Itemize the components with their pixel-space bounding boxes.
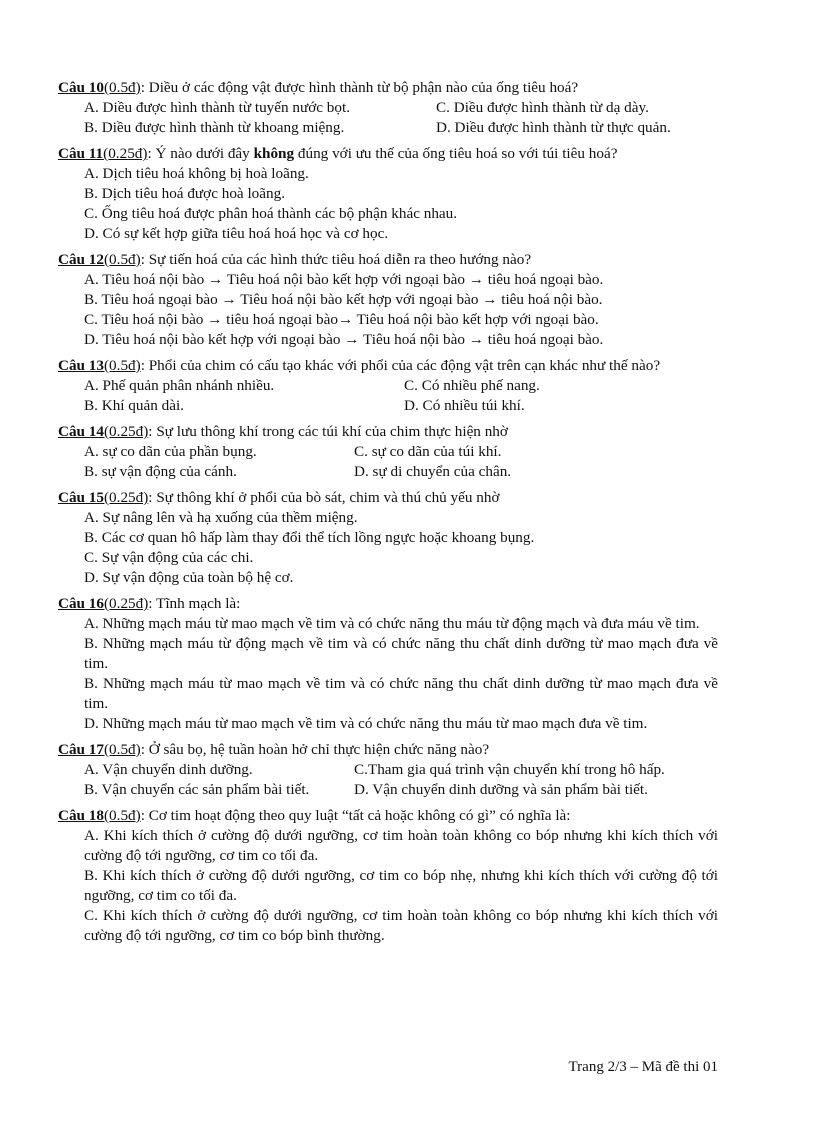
option-d: D. Vận chuyển dinh dưỡng và sản phẩm bài tiết. [354,781,648,798]
question-text: : Ý nào dưới đây [147,145,254,162]
option-c: C. Ống tiêu hoá được phân hoá thành các bộ phận khác nhau. [84,205,458,222]
question-number: Câu 16 [58,595,104,612]
option-a: A. Những mạch máu từ mao mạch về tim và có chức năng thu máu từ động mạch và đưa máu về tim. [84,615,700,632]
question-11 [58,144,718,244]
option-row [58,442,718,462]
question-stem [58,740,718,760]
option-b: B. Tiêu hoá ngoại bào → Tiêu hoá nội bào kết hợp với ngoại bào → tiêu hoá nội bào. [84,291,603,308]
option-a: A. Dịch tiêu hoá không bị hoà loãng. [84,165,309,182]
question-points: (0.25đ) [104,489,149,506]
option-a: A. Sự nâng lên và hạ xuống của thềm miệng. [84,509,358,526]
option-a: A. Khi kích thích ở cường độ dưới ngưỡng, cơ tim hoàn toàn không co bóp nhưng khi kích thích với cường độ tới ngưỡng, cơ tim co tối đa. [84,827,718,864]
question-points: (0.5đ) [104,807,141,824]
question-text-emphasis: không [253,145,295,162]
option-a: A. Vận chuyển dinh dưỡng. [84,761,253,778]
question-stem [58,488,718,508]
option-row [58,462,718,482]
question-number: Câu 13 [58,357,104,374]
question-points: (0.5đ) [104,741,141,758]
question-points: (0.5đ) [104,251,141,268]
option-a: A. Phế quản phân nhánh nhiều. [84,377,275,394]
question-text: : Sự thông khí ở phổi của bò sát, chim và thú chủ yếu nhờ [148,489,500,506]
option-b: B. Diều được hình thành từ khoang miệng. [84,119,345,136]
option-c: C. Tiêu hoá nội bào → tiêu hoá ngoại bào→ Tiêu hoá nội bào kết hợp với ngoại bào. [84,311,599,328]
option-c: C. sự co dãn của túi khí. [354,443,502,460]
question-number: Câu 17 [58,741,104,758]
question-stem [58,78,718,98]
question-text: : Sự tiến hoá của các hình thức tiêu hoá diễn ra theo hướng nào? [140,251,532,268]
question-points: (0.5đ) [104,357,141,374]
option-row [58,376,718,396]
option-d: D. Sự vận động của toàn bộ hệ cơ. [84,569,294,586]
question-text: : Phổi của chim có cấu tạo khác với phổi của các động vật trên cạn khác như thế nào? [140,357,661,374]
question-15 [58,488,718,588]
option-b: B. Dịch tiêu hoá được hoà loãng. [84,185,285,202]
question-points: (0.5đ) [104,79,141,96]
question-16 [58,594,718,734]
question-points: (0.25đ) [104,595,149,612]
question-number: Câu 15 [58,489,104,506]
option-c: C. Khi kích thích ở cường độ dưới ngưỡng, cơ tim hoàn toàn không co bóp nhưng khi kích thích với cường độ tới ngưỡng, cơ tim co bóp bình thường. [84,907,718,944]
option-a: A. Tiêu hoá nội bào → Tiêu hoá nội bào kết hợp với ngoại bào → tiêu hoá ngoại bào. [84,271,604,288]
question-stem [58,250,718,270]
option-a: A. Diều được hình thành từ tuyến nước bọt. [84,99,350,116]
question-10 [58,78,718,138]
option-b: B. Khi kích thích ở cường độ dưới ngưỡng, cơ tim co bóp nhẹ, nhưng khi kích thích với cường độ tới ngưỡng, cơ tim co tối đa. [84,867,718,904]
question-text: : Tĩnh mạch là: [148,595,241,612]
option-b: B. Khí quản dài. [84,397,184,414]
option-c: B. Những mạch máu từ mao mạch về tim và có chức năng thu chất dinh dưỡng từ mao mạch đưa về tim. [84,675,718,712]
question-18 [58,806,718,946]
option-b: B. sự vận động của cánh. [84,463,237,480]
option-row [58,396,718,416]
option-d: D. Diều được hình thành từ thực quản. [436,119,671,136]
question-number: Câu 10 [58,79,104,96]
option-d: D. Có sự kết hợp giữa tiêu hoá hoá học và cơ học. [84,225,389,242]
question-number: Câu 11 [58,145,104,162]
option-c: C. Có nhiều phế nang. [404,377,540,394]
option-row [58,760,718,780]
option-row [58,98,718,118]
option-d: D. Có nhiều túi khí. [404,397,525,414]
option-row [58,118,718,138]
question-text: : Cơ tim hoạt động theo quy luật “tất cả hoặc không có gì” có nghĩa là: [140,807,571,824]
question-stem [58,422,718,442]
option-c: C. Diều được hình thành từ dạ dày. [436,99,649,116]
question-stem [58,356,718,376]
page-footer: Trang 2/3 – Mã đề thi 01 [568,1059,718,1075]
question-text: : Diều ở các động vật được hình thành từ bộ phận nào của ống tiêu hoá? [140,79,579,96]
question-stem [58,144,718,164]
question-17 [58,740,718,800]
question-stem [58,806,718,826]
option-d: D. Những mạch máu từ mao mạch về tim và có chức năng thu máu từ mao mạch đưa về tim. [84,715,648,732]
question-14 [58,422,718,482]
question-number: Câu 12 [58,251,104,268]
option-b: B. Những mạch máu từ động mạch về tim và có chức năng thu chất dinh dưỡng từ mao mạch đưa về tim. [84,635,718,672]
question-number: Câu 14 [58,423,104,440]
question-stem [58,594,718,614]
question-number: Câu 18 [58,807,104,824]
question-points: (0.25đ) [103,145,148,162]
option-c: C. Sự vận động của các chi. [84,549,254,566]
option-d: D. Tiêu hoá nội bào kết hợp với ngoại bào → Tiêu hoá nội bào → tiêu hoá ngoại bào. [84,331,604,348]
question-text: : Sự lưu thông khí trong các túi khí của chim thực hiện nhờ [148,423,508,440]
option-row [58,780,718,800]
question-points: (0.25đ) [104,423,149,440]
question-text: đúng với ưu thế của ống tiêu hoá so với túi tiêu hoá? [294,145,618,162]
question-12 [58,250,718,350]
exam-page [58,78,718,952]
option-d: D. sự di chuyển của chân. [354,463,512,480]
option-c: C.Tham gia quá trình vận chuyển khí trong hô hấp. [354,761,665,778]
question-13 [58,356,718,416]
option-a: A. sự co dãn của phần bụng. [84,443,257,460]
option-b: B. Vận chuyển các sản phẩm bài tiết. [84,781,310,798]
option-b: B. Các cơ quan hô hấp làm thay đổi thể tích lồng ngực hoặc khoang bụng. [84,529,535,546]
question-text: : Ở sâu bọ, hệ tuần hoàn hở chỉ thực hiện chức năng nào? [140,741,490,758]
